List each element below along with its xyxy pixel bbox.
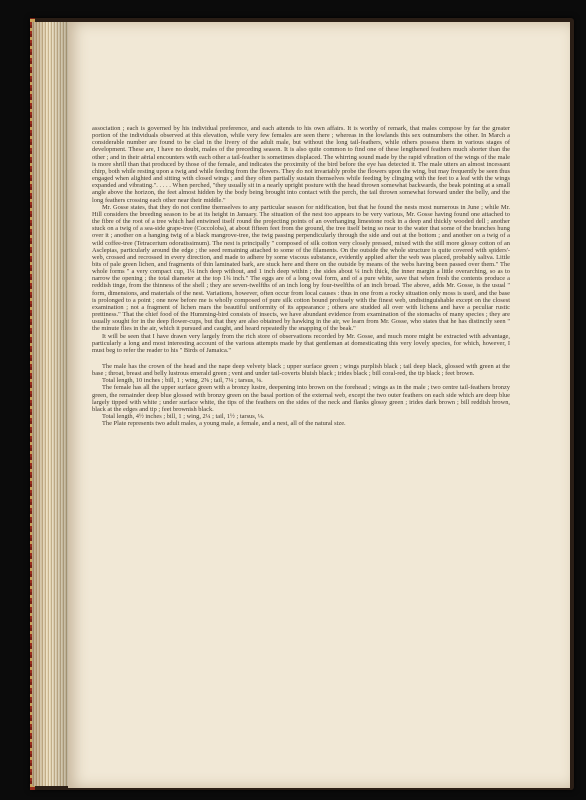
paragraph-plate-note: The Plate represents two adult males, a young male, a female, and a nest, all of the natural size. bbox=[102, 420, 346, 428]
page-stack-edges bbox=[32, 22, 72, 786]
paragraph-male-description: The male has the crown of the head and the nape deep velvety black ; upper surface green ; wings purplish black ; tail deep black, glossed with green at the base ; throat, breast and belly lustrous emerald green ; vent and under tail-coverts bluish black ; irides black ; bill coral-red, the tip black ; feet brown. bbox=[92, 363, 510, 378]
page-text bbox=[92, 125, 510, 427]
section-gap bbox=[92, 354, 510, 363]
paragraph-1: association ; each is governed by his individual preference, and each attends to his own affairs. It is worthy of remark, that males compose by far the greater portion of the individuals observed at this elevation, while very few females are seen there ; whereas in the lowlands this sex outnumbers the other. In March a considerable number are found to be clad in the livery of the adult male, but without the long tail-feathers, while others possess them in various stages of development. These are, I have no doubt, males of the preceding season. It is also quite common to find one of these lengthened feathers much shorter than the other ; and in their aërial encounters with each other a tail-feather is sometimes displaced. The whirring sound made by the rapid vibration of the wings of the male is more shrill than that produced by those of the female, and indicates the proximity of the bird before the eye has detected it. The male utters an almost incessant chirp, both while resting upon a twig and while feeding from the flowers. They do not invariably probe the flowers upon the wing, but may frequently be seen thus engaged when alighted and sitting with closed wings ; and they often partially sustain themselves while feeding by clinging with the feet to a leaf with the wings expanded and vibrating.". . . . . When perched, "they usually sit in a nearly upright posture with the head thrown somewhat backwards, the beak pointing at a small angle above the horizon, the feet almost hidden by the body being brought into contact with the perch, the tail thrown somewhat forward under the belly, and the long feathers crossing each other near their middle." bbox=[92, 125, 510, 204]
paragraph-2: Mr. Gosse states, that they do not confine themselves to any particular season for nidification, but that he found the nests most numerous in June ; while Mr. Hill considers the breeding season to be at its height in January. The situation of the nest too appears to be very various, Mr. Gosse having found one attached to the fibre of the root of a tree which had entwined itself round the projecting points of an overhanging limestone rock in a deep and thickly wooded dell ; another stuck on a twig of a sea-side grape-tree (Coccoloba), at about fifteen feet from the ground, the tree itself being so near to the water that some of the branches hung over it ; another on a hanging twig of a black mangrove-tree, the twig passing perpendicularly through the side and out at the bottom ; and another on a twig of a wild coffee-tree (Tetracerium odoratissimum). The nest is principally " composed of silk cotton very closely pressed, mixed with the still more glossy cotton of an Asclepias, particularly around the edge ; the seed remaining attached to some of the filaments. On the outside the whole structure is quite covered with spiders'-web, crossed and recrossed in every direction, and made to adhere by some viscous substance, evidently applied after the web was placed, probably saliva. Little bits of pale green lichen, and fragments of thin laminated bark, are stuck here and there on the outside by means of the webs having been passed over them." The whole forms " a very compact cup, 1¼ inch deep without, and 1 inch deep within ; the sides about ¼ inch thick, the inner margin a little overarching, so as to narrow the opening ; the total diameter at the top 1¾ inch." The eggs are of a long oval form, and of a pure white, save that when fresh the contents produce a reddish tinge, from the thinness of the shell ; they are seven-twelfths of an inch long by four-twelfths of an inch broad. The above, adds Mr. Gosse, is the usual " form, dimensions, and materials of the nest. Variations, however, often occur from local causes : thus in one from a rocky situation only moss is used, and the base is prolonged to a point ; one now before me is wholly composed of pure silk cotton bound profusely with the finest web, undistinguishable except on the closest examination ; not a fragment of lichen mars the beautiful uniformity of its appearance ; others are studded all over with lichens and have a peculiar rustic prettiness." That the chief food of the Humming-bird consists of insects, we have abundant evidence from examination of the stomachs of many species ; they are usually sought for in the deep flower-cups, but that they are also obtained by hawking in the air, we learn from Mr. Gosse, who states that he has distinctly seen " the minute flies in the air, which it pursued and caught, and heard repeatedly the snapping of the beak." bbox=[92, 203, 510, 333]
paragraph-male-measurements: Total length, 10 inches ; bill, 1 ; wing, 2⅝ ; tail, 7¼ ; tarsus, ⅛. bbox=[102, 377, 263, 385]
paragraph-female-measurements: Total length, 4½ inches ; bill, 1 ; wing, 2¼ ; tail, 1½ ; tarsus, ⅛. bbox=[102, 413, 265, 421]
paragraph-female-description: The female has all the upper surface green with a bronzy lustre, deepening into brown on the forehead ; wings as in the male ; two centre tail-feathers bronzy green, the remainder deep blue glossed with bronzy green on the basal portion of the external web, except the two outer feathers on each side which are deep blue largely tipped with white ; under surface white, the tips of the feathers on the sides of the neck and flanks glossy green ; irides dark brown ; bill reddish brown, black at the edges and tip ; feet brownish black. bbox=[92, 384, 510, 413]
paragraph-3: It will be seen that I have drawn very largely from the rich store of observations recorded by Mr. Gosse, and much more might be extracted with advantage, particularly a long and most interesting account of the various attempts made by that gentleman at domesticating this very lovely species, for which, however, I must beg to refer the reader to his " Birds of Jamaica." bbox=[92, 332, 510, 354]
